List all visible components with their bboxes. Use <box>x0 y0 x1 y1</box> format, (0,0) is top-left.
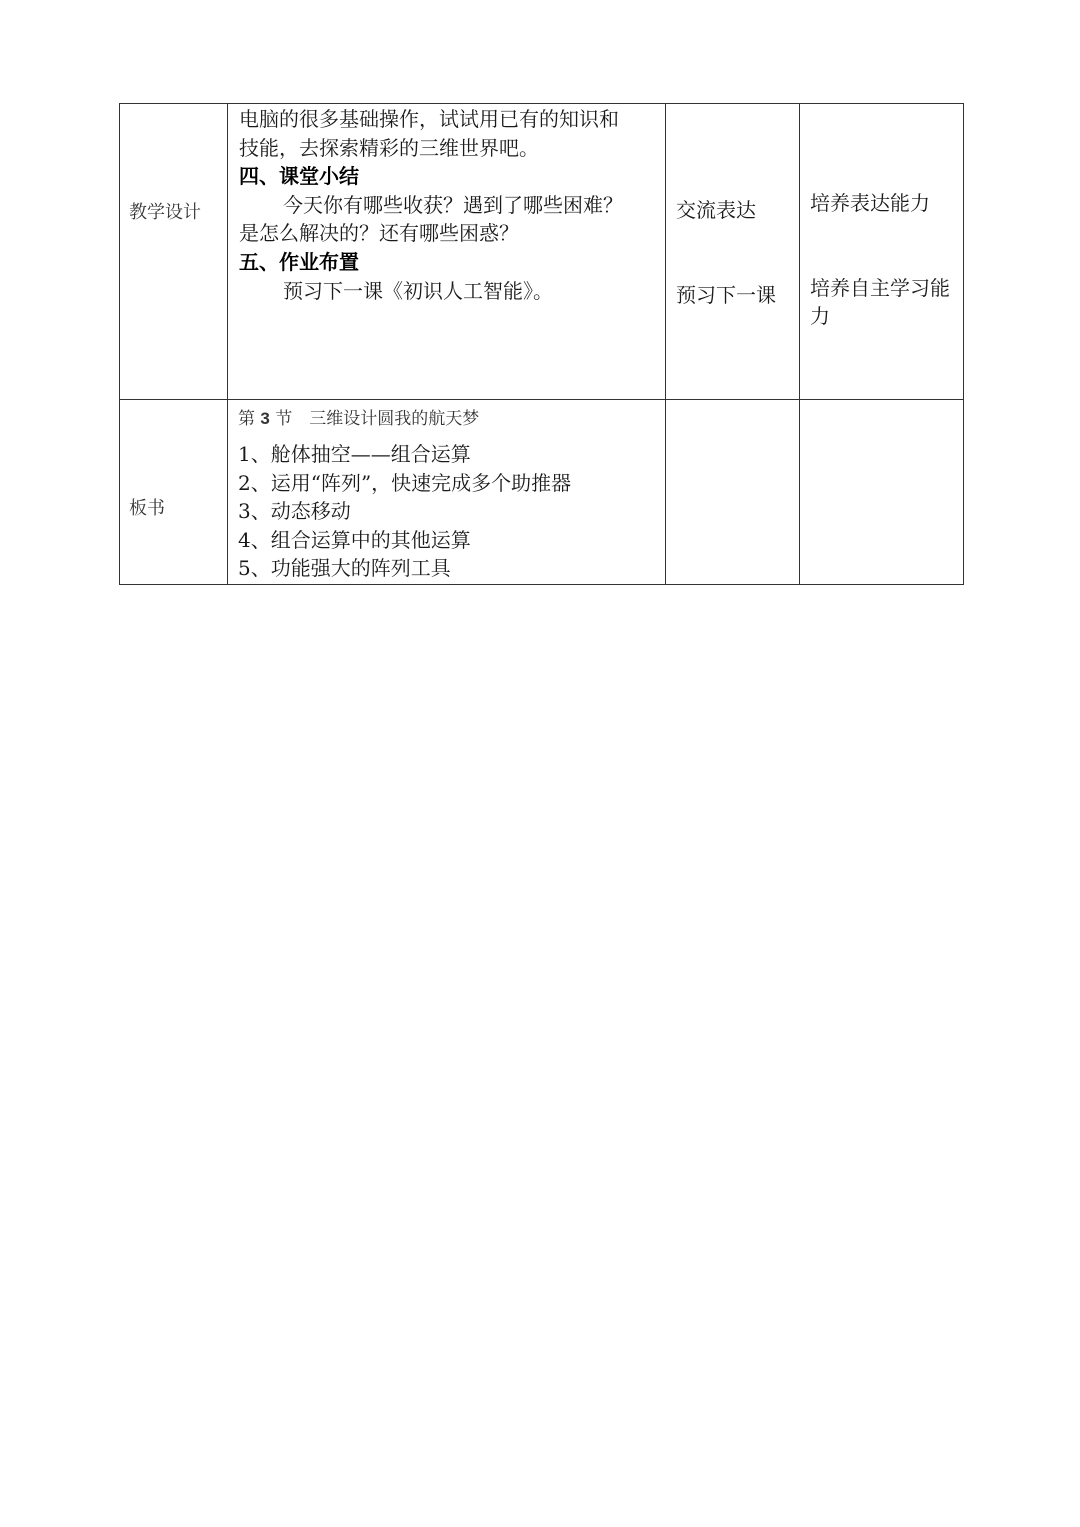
design-intent-item: 培养自主学习能力 <box>810 276 950 328</box>
content-line: 预习下一课《初识人工智能》。 <box>283 278 553 303</box>
section-heading-homework: 五、作业布置 <box>239 249 359 274</box>
blackboard-item: 4、组合运算中的其他运算 <box>238 527 471 552</box>
design-intent-item: 培养表达能力 <box>810 191 930 215</box>
content-line: 技能，去探索精彩的三维世界吧。 <box>239 135 539 160</box>
teaching-content <box>228 104 665 305</box>
content-line: 是怎么解决的？还有哪些困惑？ <box>239 221 519 246</box>
teaching-design-row <box>120 104 964 400</box>
blackboard-label-cell <box>120 400 228 585</box>
blackboard-list <box>238 440 657 583</box>
title-suffix: 节 三维设计圆我的航天梦 <box>275 409 480 429</box>
blackboard-title <box>238 406 657 432</box>
title-number: 3 <box>260 409 270 428</box>
teaching-design-label-cell <box>120 104 228 400</box>
blackboard-item: 3、动态移动 <box>238 499 351 524</box>
blackboard-empty-cell <box>666 400 800 585</box>
blackboard-item: 5、功能强大的阵列工具 <box>238 556 451 581</box>
blackboard-content-cell <box>228 400 666 585</box>
lesson-plan-table <box>119 103 964 585</box>
teaching-design-label: 教学设计 <box>129 202 201 223</box>
blackboard-row <box>120 400 964 585</box>
blackboard-item: 2、运用“阵列”，快速完成多个助推器 <box>238 470 572 495</box>
blackboard-item: 1、舱体抽空——组合运算 <box>238 442 471 466</box>
student-activity-item: 交流表达 <box>676 198 756 222</box>
student-activity-cell <box>666 104 800 400</box>
design-intent-cell <box>800 104 964 400</box>
blackboard-empty-cell <box>800 400 964 585</box>
student-activity-item: 预习下一课 <box>676 283 776 307</box>
content-line: 今天你有哪些收获？遇到了哪些困难？ <box>283 192 623 217</box>
title-prefix: 第 <box>238 409 255 429</box>
blackboard-label: 板书 <box>129 498 165 519</box>
teaching-content-cell <box>228 104 666 400</box>
content-line: 电脑的很多基础操作，试试用已有的知识和 <box>239 107 619 131</box>
blackboard-content <box>228 400 665 583</box>
section-heading-summary: 四、课堂小结 <box>239 164 359 189</box>
